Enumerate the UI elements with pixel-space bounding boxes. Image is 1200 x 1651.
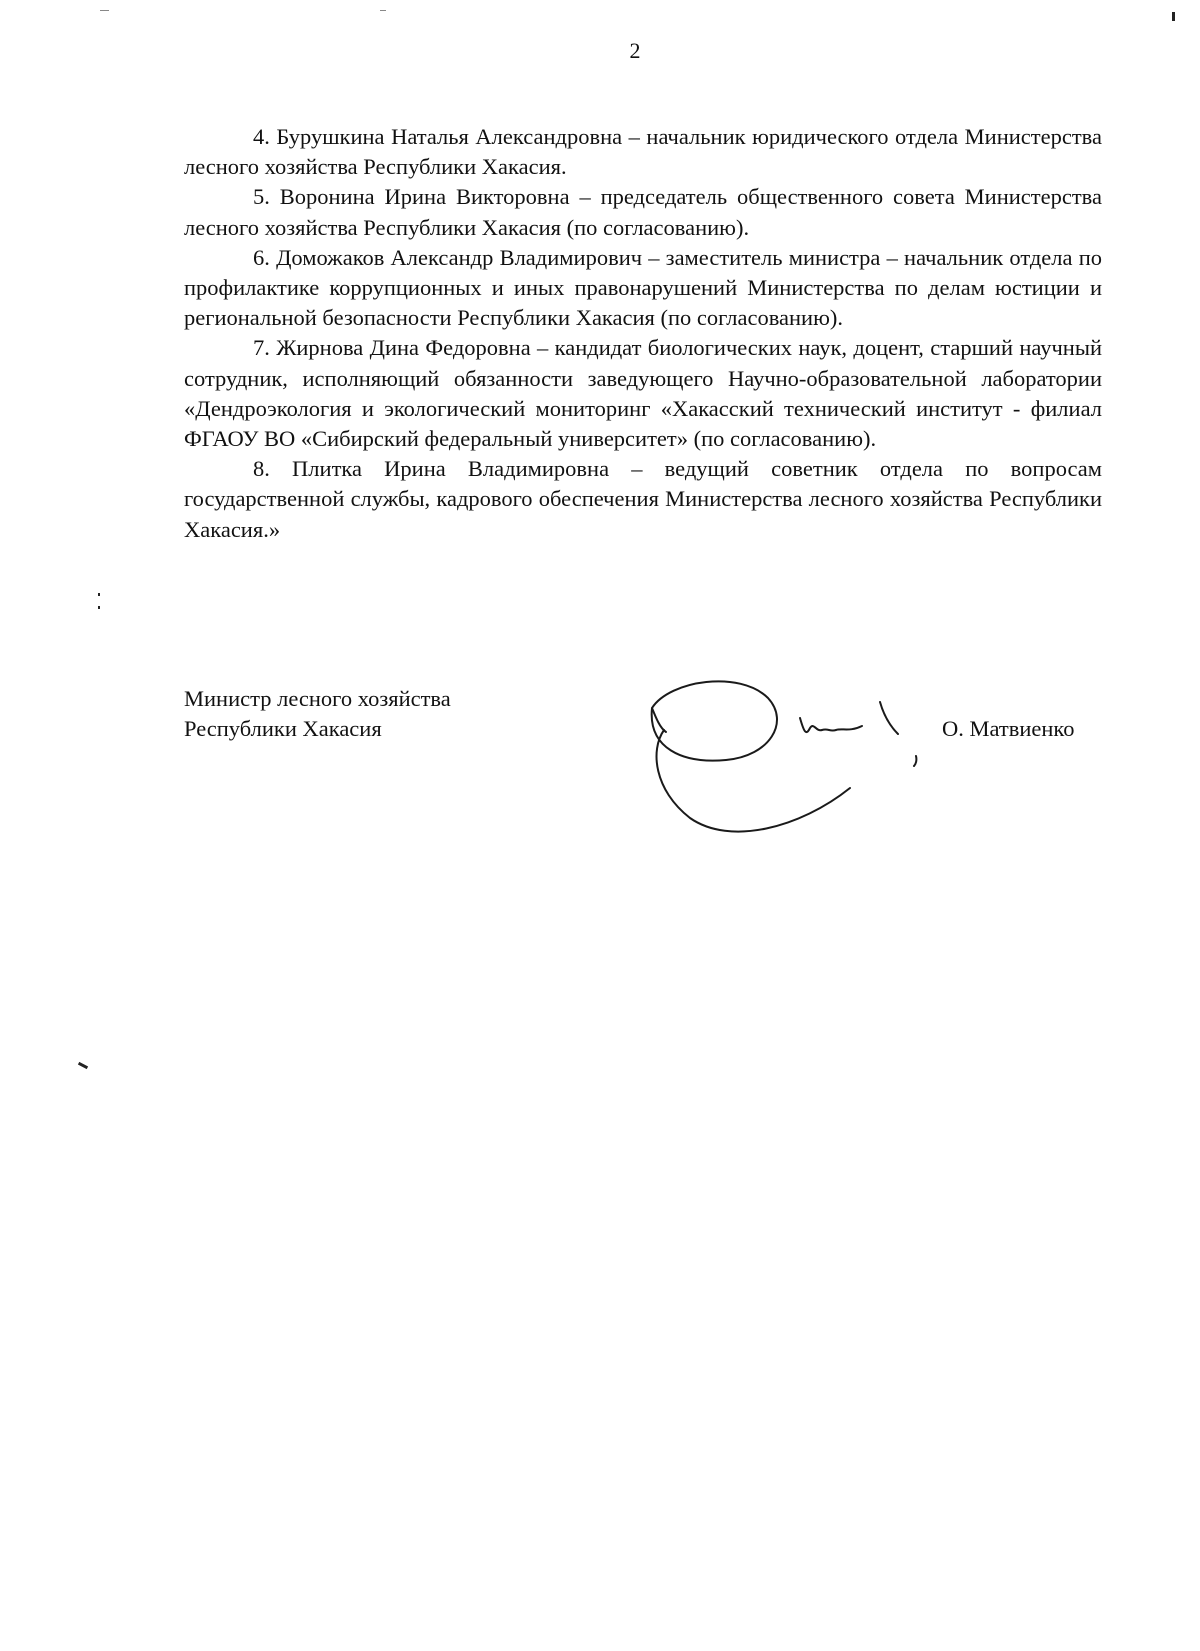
list-item-4: 4. Бурушкина Наталья Александровна – начальник юридического отдела Министерства лесного хозяйства Республики Хакасия. [184,124,1102,180]
signatory-position [184,684,451,744]
list-item-7: 7. Жирнова Дина Федоровна – кандидат биологических наук, доцент, старший научный сотрудник, исполняющий обязанности заведующего Научно-образовательной лаборатории «Дендроэкология и экологический мониторинг «Хакасский технический институт - филиал ФГАОУ ВО «Сибирский федеральный университет» (по согласованию). [184,335,1102,452]
document-body [184,122,1102,545]
list-item-6: 6. Доможаков Александр Владимирович – заместитель министра – начальник отдела по профилактике коррупционных и иных правонарушений Министерства по делам юстиции и региональной безопасности Республики Хакасия (по согласованию). [184,244,1102,331]
scan-speck [98,606,100,609]
list-item-5: 5. Воронина Ирина Викторовна – председатель общественного совета Министерства лесного хозяйства Республики Хакасия (по согласованию). [184,184,1102,240]
scan-speck [100,10,109,11]
page-number: 2 [629,38,641,63]
scan-speck [380,10,386,11]
handwritten-signature [630,670,940,870]
scan-speck [78,1062,88,1069]
scan-speck [1172,12,1175,21]
position-line-2: Республики Хакасия [184,716,382,741]
position-line-1: Министр лесного хозяйства [184,686,451,711]
signatory-name: О. Матвиенко [942,716,1075,741]
list-item-8: 8. Плитка Ирина Владимировна – ведущий советник отдела по вопросам государственной службы, кадрового обеспечения Министерства лесного хозяйства Республики Хакасия.» [184,456,1102,542]
scan-speck [98,593,100,596]
